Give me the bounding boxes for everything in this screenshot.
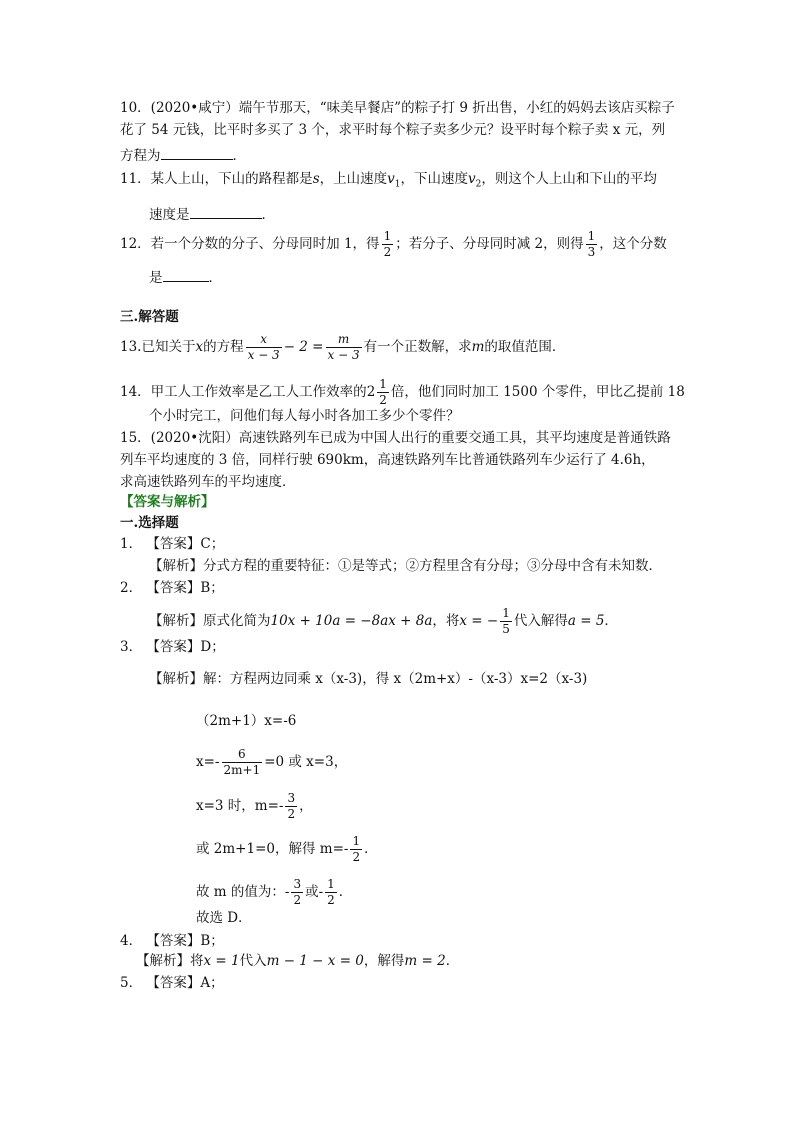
q11-sub2: 2 [475, 179, 482, 190]
a2-exp-pre: 【解析】原式化简为 [149, 613, 271, 630]
q12-text-pre: 12．若一个分数的分子、分母同时加 1，得 [120, 236, 380, 253]
q12-line1 [120, 230, 667, 259]
a3-step5-fraction-2 [325, 878, 337, 907]
a2-exp-mid: ，将 [432, 613, 460, 630]
q11-sub1: 1 [394, 179, 401, 190]
a2-x-eq: x = − [459, 613, 499, 630]
q11-line2-post: ． [261, 207, 275, 223]
q10-line3-pre: 方程为 [120, 148, 161, 164]
a3-step2-post: =0 或 x=3， [264, 754, 348, 771]
q13-post: 的取值范围． [484, 339, 566, 356]
q13-f2-num: m [326, 333, 362, 348]
a3-step6: 故选 D． [196, 910, 252, 926]
a3-step4-fraction [350, 835, 362, 864]
a2-result: a = 5 [567, 613, 605, 630]
q10-line3-post: ． [232, 148, 246, 164]
q11-line2 [149, 205, 275, 223]
q10-line1: 10．(2020•咸宁）端午节那天，“味美早餐店”的粽子打 9 折出售，小红的妈妈去该店买粽子 [120, 100, 675, 116]
q12-text-post: ，这个分数 [599, 236, 667, 253]
a4-result: m = 2 [404, 953, 446, 969]
a3-step5-d2: 2 [327, 893, 335, 908]
a2-f-num: 1 [500, 607, 512, 622]
a2-exp-post: ． [604, 613, 618, 630]
q12-f2-num: 1 [586, 230, 598, 245]
a4-explanation [136, 955, 459, 969]
a3-step4-den: 2 [352, 850, 361, 865]
q13-f1-num: x [246, 333, 282, 348]
a3-step1: （2m+1）x=-6 [196, 713, 297, 729]
a3-step4-num: 1 [350, 835, 362, 850]
a3-step3-pre: x=3 时，m=- [196, 798, 284, 815]
a1-answer: 1． 【答案】C； [120, 536, 225, 552]
a3-step4-pre: 或 2m+1=0，解得 m=- [196, 841, 349, 858]
a3-step2 [196, 748, 347, 777]
a3-step5-pre: 故 m 的值为：- [196, 884, 290, 901]
q13-f1-den: x − 3 [247, 348, 280, 363]
q10-line3 [120, 146, 246, 164]
q11-text-mid2: ，下山速度 [400, 171, 468, 187]
q11-text-pre: 11．某人上山，下山的路程都是 [120, 171, 313, 187]
answers-header: 【答案与解析】 [120, 494, 215, 510]
a3-step3 [196, 792, 313, 821]
section1-heading: 一.选择题 [120, 515, 179, 531]
q11-text-post: ，则这个人上山和下山的平均 [481, 171, 657, 187]
a5-answer: 5． 【答案】A； [120, 975, 224, 991]
a3-step4 [196, 835, 378, 864]
q13-fraction-2 [326, 333, 362, 362]
q12-line2-post: ． [208, 270, 222, 286]
a2-equation: 10x + 10a = −8ax + 8a [270, 613, 433, 630]
q14-mixed-num: 1 [377, 378, 389, 393]
q12-answer-blank [163, 268, 209, 282]
a3-step5-n1: 3 [291, 878, 303, 893]
a3-step5-mid: 或- [305, 884, 324, 901]
a4-equation: m − 1 − x = 0 [266, 953, 364, 969]
a3-answer: 3． 【答案】D； [120, 639, 225, 655]
a3-step3-fraction [285, 792, 297, 821]
a3-step3-post: ， [299, 798, 313, 815]
a4-exp-post: ． [445, 953, 460, 969]
a2-fraction [500, 607, 512, 636]
q15-line2: 列车平均速度的 3 倍，同样行驶 690km，高速铁路列车比普通铁路列车少运行了 4.6h， [120, 452, 655, 468]
q13-fraction-1 [246, 333, 282, 362]
q13-var-x: x [195, 339, 204, 356]
q11-line1 [120, 173, 657, 190]
q10-answer-blank [161, 146, 233, 160]
a3-explanation: 【解析】解：方程两边同乘 x（x-3)，得 x（2m+x）-（x-3）x=2（x-3) [149, 671, 588, 687]
q12-fraction-1 [382, 230, 394, 259]
a3-step3-den: 2 [287, 807, 296, 822]
q13-pre: 13.已知关于 [120, 339, 196, 356]
a3-step2-fraction [222, 748, 263, 777]
q14-post: 倍，他们同时加工 1500 个零件，甲比乙提前 18 [390, 384, 685, 401]
a3-step5-fraction-1 [291, 878, 303, 907]
q15-line1: 15．(2020•沈阳）高速铁路列车已成为中国人出行的重要交通工具，其平均速度是普通铁路 [120, 430, 671, 446]
a3-step5-d1: 2 [293, 893, 302, 908]
q13-f2-den: x − 3 [327, 348, 360, 363]
a3-step2-num: 6 [222, 748, 263, 763]
a2-exp-mid2: 代入解得 [513, 613, 568, 630]
q13-var-m: m [471, 339, 485, 356]
q15-line3: 求高速铁路列车的平均速度． [120, 474, 296, 490]
q12-text-mid: ；若分子、分母同时减 2，则得 [395, 236, 584, 253]
q11-var-v1: v [387, 171, 395, 187]
q10-line2: 花了 54 元钱，比平时多买了 3 个，求平时每个粽子卖多少元？设平时每个粽子卖 x 元，列 [120, 122, 666, 138]
q11-var-s: s [312, 171, 320, 187]
q13-mid2: − 2 = [283, 339, 324, 356]
q13-mid3: 有一个正数解，求 [363, 339, 472, 356]
a2-explanation [149, 607, 618, 636]
q14-mixed-number [367, 378, 391, 407]
q12-line2 [149, 268, 222, 286]
q11-answer-blank [190, 205, 262, 219]
q14-mixed-whole: 2 [366, 384, 376, 401]
q14-mixed-den: 2 [379, 393, 387, 408]
q12-fraction-2 [586, 230, 598, 259]
a2-f-den: 5 [502, 622, 510, 637]
q12-f1-num: 1 [382, 230, 394, 245]
q11-var-v2: v [468, 171, 476, 187]
a1-explanation: 【解析】分式方程的重要特征：①是等式；②方程里含有分母；③分母中含有未知数． [149, 558, 662, 574]
a3-step4-post: ． [364, 841, 378, 858]
q13-line [120, 333, 565, 362]
a4-exp-pre: 【解析】将 [136, 953, 204, 969]
a3-step5 [196, 878, 352, 907]
a4-x-eq: x = 1 [203, 953, 240, 969]
a2-answer: 2． 【答案】B； [120, 580, 224, 596]
q14-mixed-fraction [377, 378, 389, 407]
q12-f1-den: 2 [383, 245, 392, 260]
a4-answer: 4． 【答案】B； [120, 933, 224, 949]
a3-step5-post: ． [338, 884, 353, 901]
q14-pre: 14．甲工人工作效率是乙工人工作效率的 [120, 384, 367, 401]
a3-step5-n2: 1 [325, 878, 337, 893]
q11-text-mid1: ，上山速度 [319, 171, 388, 187]
a3-step2-den: 2m+1 [223, 763, 261, 778]
a4-exp-mid2: ，解得 [363, 953, 405, 969]
q13-mid1: 的方程 [203, 339, 244, 356]
q12-f2-den: 3 [587, 245, 596, 260]
q12-line2-pre: 是 [149, 270, 163, 286]
q11-line2-pre: 速度是 [149, 207, 190, 223]
a4-exp-mid: 代入 [239, 953, 267, 969]
a3-step3-num: 3 [285, 792, 297, 807]
q14-line2: 个小时完工，问他们每人每小时各加工多少个零件？ [149, 408, 460, 424]
q14-line1 [120, 378, 685, 407]
a3-step2-pre: x=- [196, 754, 220, 771]
section3-heading: 三.解答题 [120, 309, 179, 325]
